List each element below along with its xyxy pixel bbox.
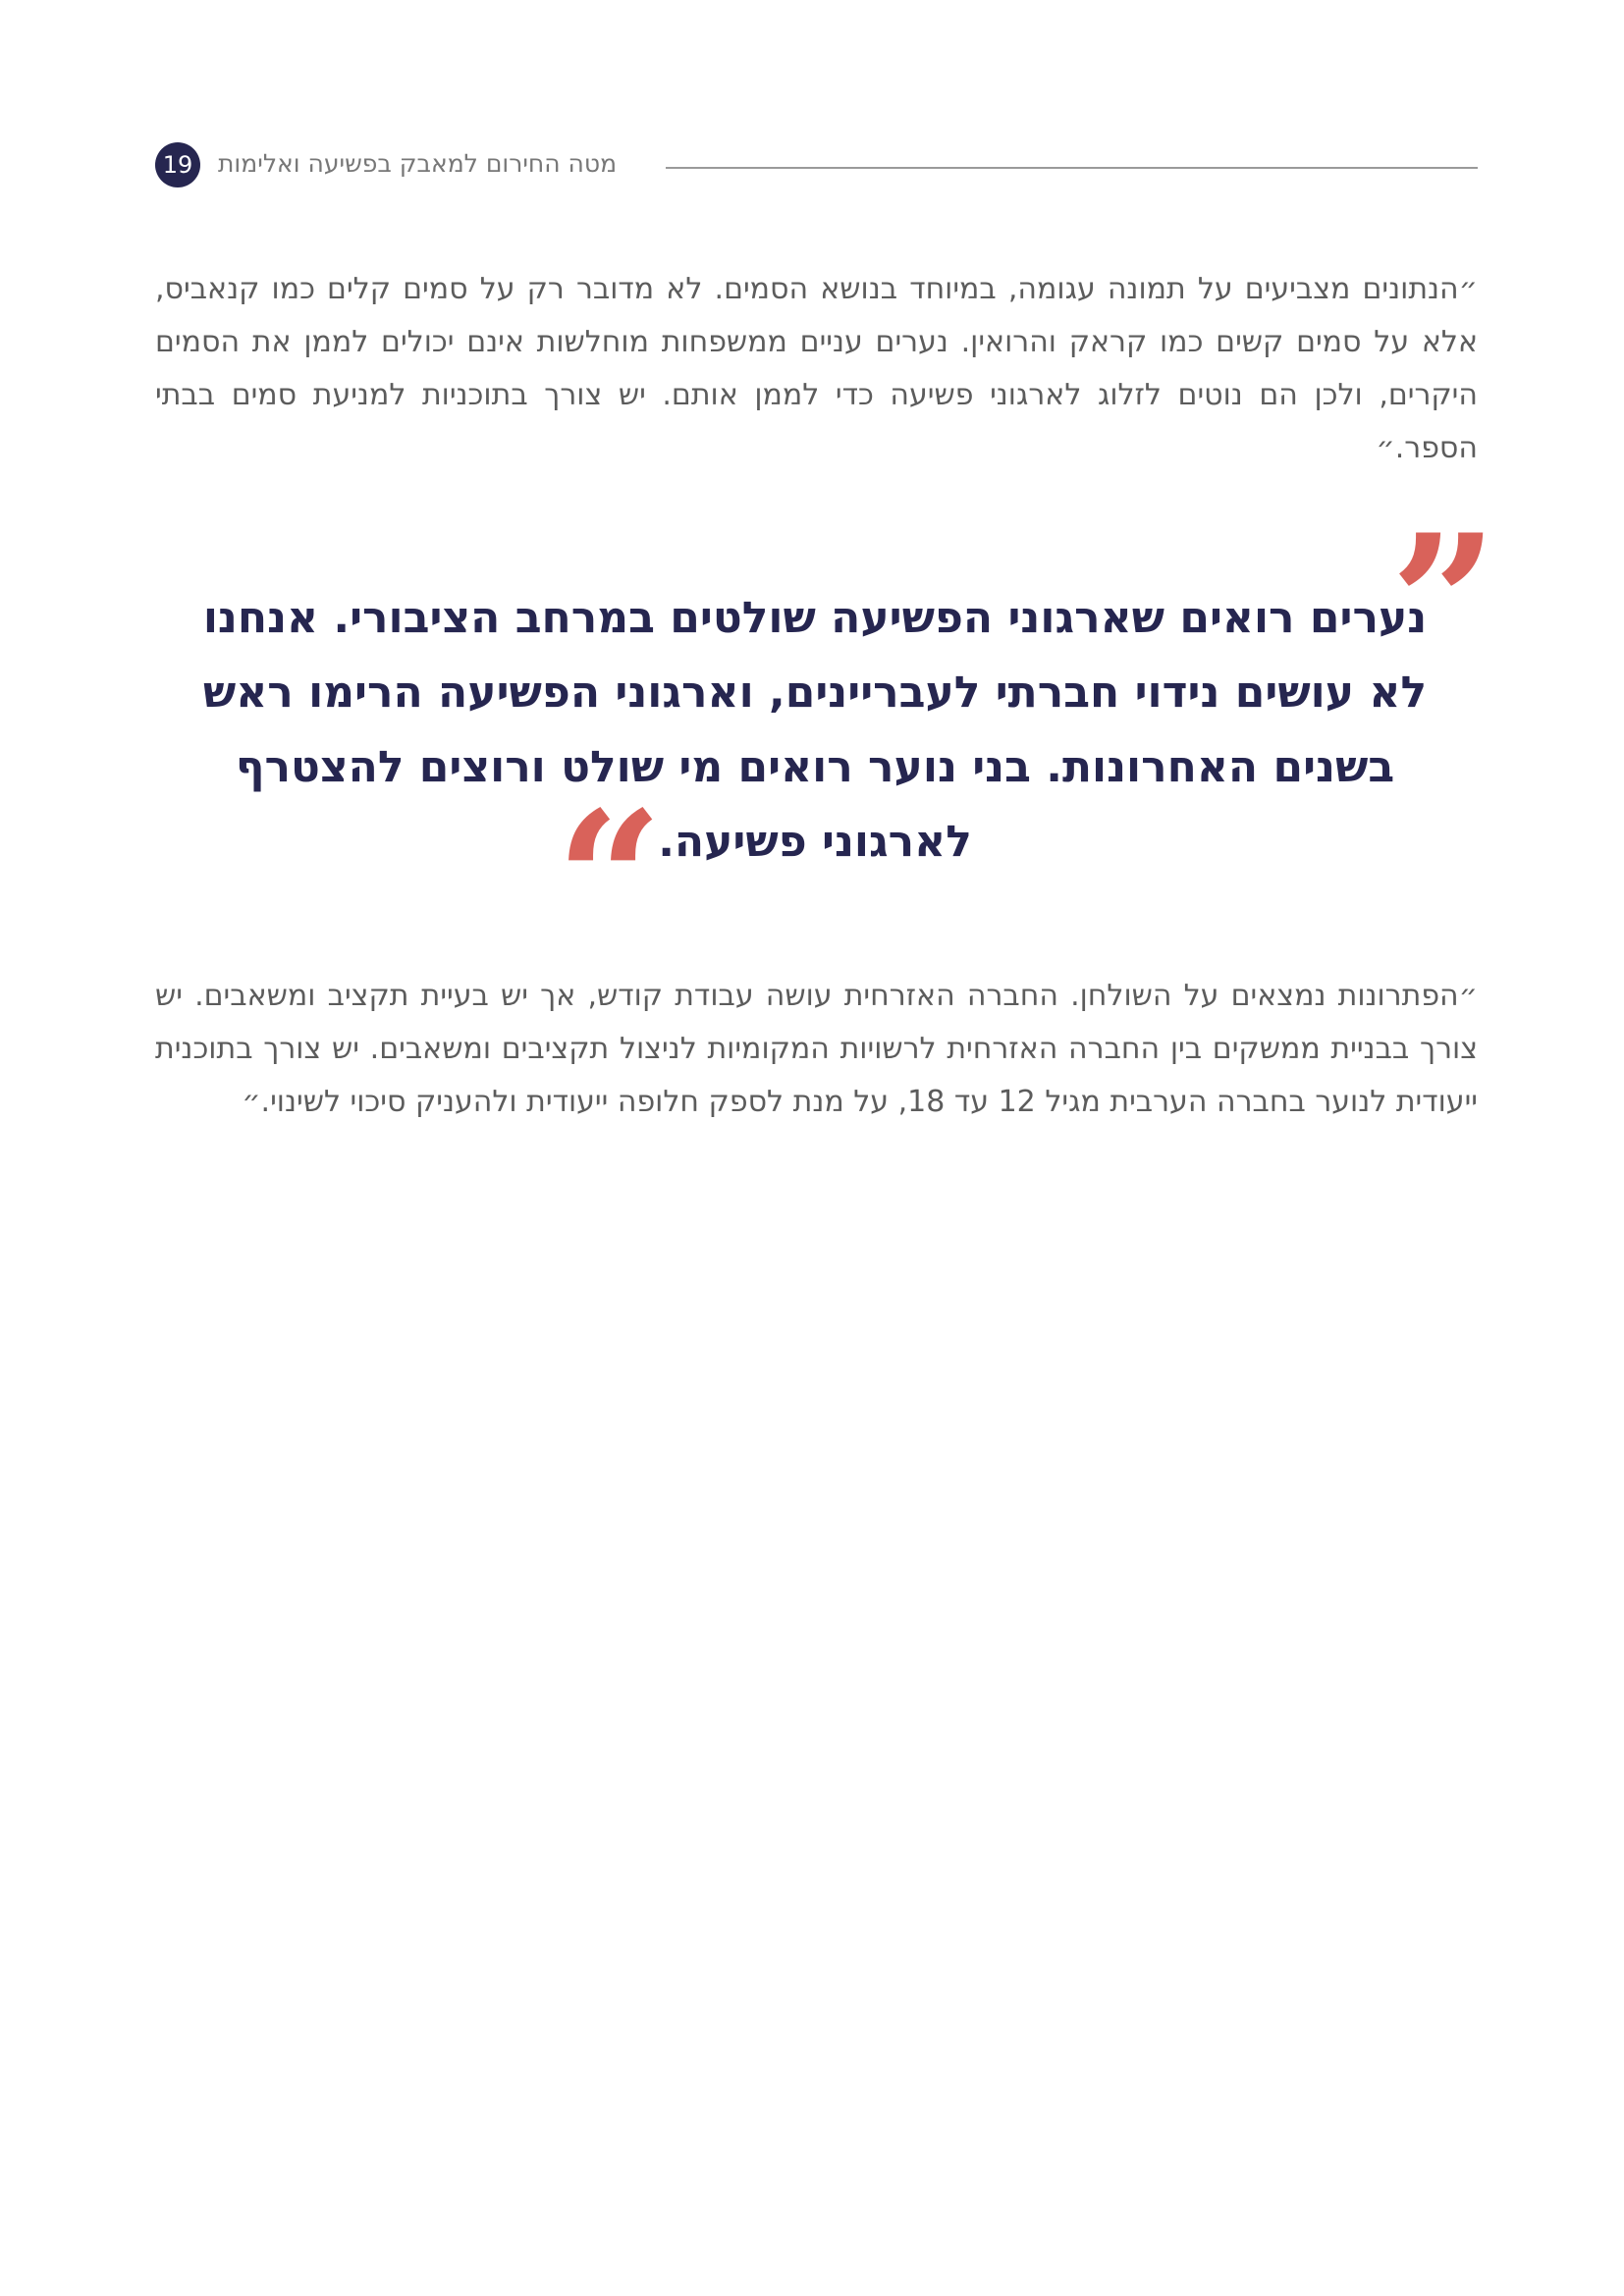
page-number-badge: 19 (155, 142, 200, 187)
page-header (155, 142, 1478, 189)
close-quote-icon: “ (556, 771, 664, 989)
running-title: מטה החירום למאבק בפשיעה ואלימות (218, 149, 618, 178)
open-quote-icon: ” (1390, 494, 1498, 713)
pull-quote: נערים רואים שארגוני הפשיעה שולטים במרחב הציבורי. אנחנו לא עושים נידוי חברתי לעבריינים, וארגוני הפשיעה הרימו ראש בשנים האחרונות. בני נוער רואים מי שולט ורוצים להצטרף לארגוני פשיעה. (202, 593, 1428, 867)
header-divider (666, 167, 1478, 169)
body-paragraph-1: ״הנתונים מצביעים על תמונה עגומה, במיוחד בנושא הסמים. לא מדובר רק על סמים קלים כמו קנאביס, אלא על סמים קשים כמו קראק והרואין. נערים עניים ממשפחות מוחלשות אינם יכולים לממן את הסמים היקרים, ולכן הם נוטים לזלוג לארגוני פשיעה כדי לממן אותם. יש צורך בתוכניות למניעת סמים בבתי הספר.״ (155, 272, 1478, 465)
body-paragraph-2: ״הפתרונות נמצאים על השולחן. החברה האזרחית עושה עבודת קודש, אך יש בעיית תקציב ומשאבים. יש צורך בבניית ממשקים בין החברה האזרחית לרשויות המקומיות לניצול תקציבים ומשאבים. יש צורך בתוכנית ייעודית לנוער בחברה הערבית מגיל 12 עד 18, על מנת לספק חלופה ייעודית ולהעניק סיכוי לשינוי.״ (155, 979, 1478, 1119)
